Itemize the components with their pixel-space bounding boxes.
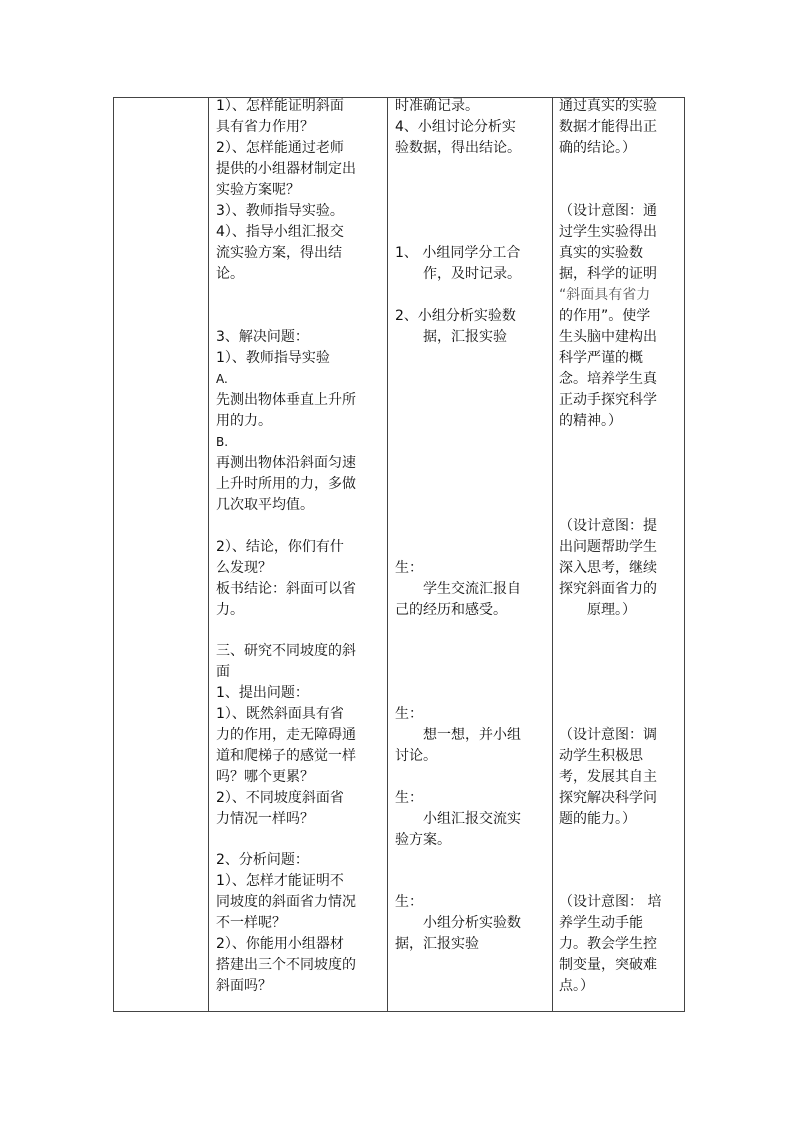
text-line: 2）、怎样能通过老师 [216, 140, 344, 156]
section-heading: 三、研究不同坡度的斜 [216, 643, 356, 659]
text-line: 1）、怎样能证明斜面 [216, 98, 344, 114]
text-line: 生头脑中建构出 [559, 329, 657, 345]
text-line: （设计意图：调 [559, 727, 657, 743]
text-line: 生： [395, 894, 423, 910]
text-line: 2、分析问题： [216, 852, 309, 868]
text-line: 确的结论。） [559, 140, 636, 156]
text-line: 先测出物体垂直上升所 [216, 392, 356, 408]
text-line: 学生交流汇报自 [423, 581, 521, 597]
text-line: 力情况一样吗？ [216, 811, 314, 827]
text-line: 过学生实验得出 [559, 224, 657, 240]
text-line: 养学生动手能 [559, 915, 643, 931]
text-line: 1、提出问题： [216, 685, 309, 701]
text-line: 力的作用，走无障碍通 [216, 727, 356, 743]
text-line: 探究解决科学问 [559, 790, 657, 806]
text-line: 斜面吗？ [216, 978, 272, 994]
text-line: 出问题帮助学生 [559, 539, 657, 555]
text-line: 1）、教师指导实验 [216, 350, 330, 366]
text-line: 1）、怎样才能证明不 [216, 873, 344, 889]
text-line: 考，发展其自主 [559, 769, 657, 785]
lesson-plan-table [113, 97, 685, 1012]
text-line: 上升时所用的力，多做 [216, 476, 356, 492]
text-line: 具有省力作用？ [216, 119, 314, 135]
text-line: 2）、你能用小组器材 [216, 936, 344, 952]
text-line: 探究斜面省力的 [559, 581, 657, 597]
text-line: 想一想，并小组 [423, 727, 521, 743]
text-line: （设计意图： 培 [559, 894, 662, 910]
text-line: 验数据，得出结论。 [395, 140, 521, 156]
text-line: 不一样呢？ [216, 915, 286, 931]
text-line: 道和爬梯子的感觉一样 [216, 748, 356, 764]
text-line: 实验方案呢？ [216, 182, 300, 198]
text-line: 据，科学的证明 [559, 266, 657, 282]
text-line: 3、解决问题： [216, 329, 309, 345]
text-line: B. [216, 435, 229, 449]
text-line: 通过真实的实验 [559, 98, 657, 114]
text-line: 小组汇报交流实 [423, 811, 521, 827]
text-line: 念。培养学生真 [559, 371, 657, 387]
text-line: 生： [395, 560, 423, 576]
text-line: 2、小组分析实验数 [395, 308, 516, 324]
column-divider [208, 98, 209, 1011]
text-line: 据，汇报实验 [395, 936, 479, 952]
text-line: 科学严谨的概 [559, 350, 643, 366]
text-line: 真实的实验数 [559, 245, 643, 261]
text-line: 验方案。 [395, 832, 451, 848]
text-line: 深入思考，继续 [559, 560, 657, 576]
text-line: “斜面具有省力 [559, 287, 651, 303]
text-line: 题的能力。） [559, 811, 636, 827]
text-line: 提供的小组器材制定出 [216, 161, 356, 177]
text-line: 几次取平均值。 [216, 497, 314, 513]
text-line: 2）、结论，你们有什 [216, 539, 344, 555]
text-line: 数据才能得出正 [559, 119, 657, 135]
text-line: 4）、指导小组汇报交 [216, 224, 344, 240]
text-line: 力。教会学生控 [559, 936, 657, 952]
text-line: 再测出物体沿斜面匀速 [216, 455, 356, 471]
text-line: 论。 [216, 266, 244, 282]
text-line: 力。 [216, 602, 244, 618]
text-line: 搭建出三个不同坡度的 [216, 957, 356, 973]
text-line: 用的力。 [216, 413, 272, 429]
text-line: 据，汇报实验 [423, 329, 507, 345]
text-line: 作，及时记录。 [423, 266, 521, 282]
text-line: 时准确记录。 [395, 98, 479, 114]
text-line: 生： [395, 790, 423, 806]
text-line: 讨论。 [395, 748, 437, 764]
column-divider [552, 98, 553, 1011]
text-line: 吗？哪个更累？ [216, 769, 314, 785]
text-line: 己的经历和感受。 [395, 602, 507, 618]
text-line: 同坡度的斜面省力情况 [216, 894, 356, 910]
text-line: 4、小组讨论分析实 [395, 119, 516, 135]
text-line: 生： [395, 706, 423, 722]
section-heading: 面 [216, 664, 230, 680]
text-line: 制变量，突破难 [559, 957, 657, 973]
text-line: 点。） [559, 978, 594, 994]
text-line: 1）、既然斜面具有省 [216, 706, 344, 722]
text-line: （设计意图：提 [559, 518, 657, 534]
text-line: 原理。） [587, 602, 636, 618]
text-line: 流实验方案，得出结 [216, 245, 342, 261]
column-divider [387, 98, 388, 1011]
text-line: 的精神。） [559, 413, 622, 429]
text-line: 1、 小组同学分工合 [395, 245, 521, 261]
text-line: 3）、教师指导实验。 [216, 203, 344, 219]
text-line: 2）、不同坡度斜面省 [216, 790, 344, 806]
text-line: 板书结论：斜面可以省 [216, 581, 356, 597]
text-line: （设计意图：通 [559, 203, 657, 219]
text-line: 小组分析实验数 [423, 915, 521, 931]
text-line: A. [216, 372, 228, 386]
text-line: 正动手探究科学 [559, 392, 657, 408]
text-line: 的作用”。使学 [559, 308, 651, 324]
text-line: 么发现？ [216, 560, 272, 576]
text-line: 动学生积极思 [559, 748, 643, 764]
